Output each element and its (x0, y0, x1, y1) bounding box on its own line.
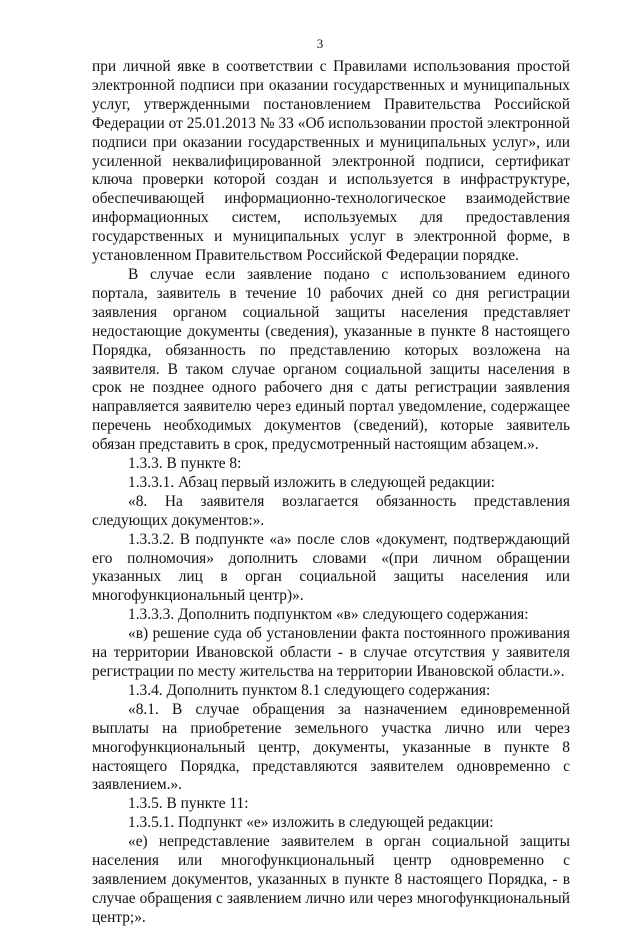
paragraph: «е) непредставление заявителем в орган социальной защиты населения или многофункциональный центр одновременно с заявлением документов, указанных в пункте 8 настоящего Порядка, - в случае обращения с заявлением лично или через многофункциональный центр;». (92, 833, 570, 926)
paragraph: 1.3.4. Дополнить пунктом 8.1 следующего содержания: (128, 681, 491, 699)
paragraph: 1.3.5. В пункте 11: (128, 795, 249, 813)
page-number: 3 (316, 36, 324, 51)
paragraph: В случае если заявление подано с использованием единого портала, заявитель в течение 10 рабочих дней со дня регистрации заявления органом социальной защиты населения представляет недостающие документы (сведения), указанные в пункте 8 настоящего Порядка, обязанность по представлению которых возложена на заявителя. В таком случае органом социальной защиты населения в срок не позднее одного рабочего дня с даты регистрации заявления направляется заявителю через единый портал уведомление, содержащее перечень необходимых документов (сведений), которые заявитель обязан представить в срок, предусмотренный настоящим абзацем.». (92, 265, 570, 454)
paragraph: 1.3.5.1. Подпункт «е» изложить в следующей редакции: (128, 814, 494, 832)
paragraph: 1.3.3.1. Абзац первый изложить в следующей редакции: (128, 473, 495, 491)
paragraph: 1.3.3.3. Дополнить подпунктом «в» следующего содержания: (128, 606, 529, 624)
paragraph: при личной явке в соответствии с Правилами использования простой электронной подписи при оказании государственных и муниципальных услуг, утвержденными постановлением Правительства Российской Федерации от 25.01.2013 № 33 «Об использовании простой электронной подписи при оказании государственных и муниципальных услуг», или усиленной неквалифицированной электронной подписи, сертификат ключа проверки которой создан и используется в инфраструктуре, обеспечивающей информационно-технологическое взаимодействие информационных систем, используемых для предоставления государственных и муниципальных услуг в электронной форме, в установленном Правительством Российской Федерации порядке. (92, 58, 570, 265)
paragraph: «8. На заявителя возлагается обязанность представления следующих документов:». (92, 492, 570, 529)
paragraph: «8.1. В случае обращения за назначением единовременной выплаты на приобретение земельного участка лично или через многофункциональный центр, документы, указанные в пункте 8 настоящего Порядка, представляются заявителем одновременно с заявлением.». (92, 700, 570, 794)
paragraph: 1.3.3.2. В подпункте «а» после слов «документ, подтверждающий его полномочия» дополнить словами «(при личном обращении указанных лиц в орган социальной защиты населения или многофункциональный центр)». (92, 530, 570, 605)
paragraph: «в) решение суда об установлении факта постоянного проживания на территории Ивановской области - в случае отсутствия у заявителя регистрации по месту жительства на территории Ивановской области.». (92, 625, 570, 680)
document-body (92, 58, 570, 928)
paragraph: 1.3.3. В пункте 8: (128, 455, 242, 473)
